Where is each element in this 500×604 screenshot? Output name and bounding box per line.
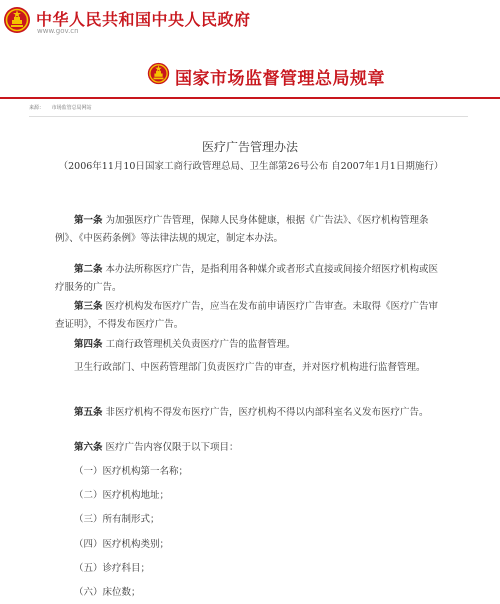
banner-title: 国家市场监督管理总局规章 (175, 69, 385, 89)
article-number: 第三条 (74, 301, 103, 312)
article-paragraph (55, 336, 447, 354)
article-number: 第四条 (74, 339, 103, 350)
document-subtitle: （2006年11月10日国家工商行政管理总局、卫生部第26号公布 自2007年1月1日期施行） (58, 161, 444, 172)
list-item: （一）医疗机构第一名称； (74, 466, 189, 477)
article-text: 工商行政管理机关负责医疗广告的监督管理。 (105, 339, 296, 350)
article-paragraph (55, 359, 447, 377)
source-line (29, 104, 98, 111)
article-paragraph (55, 261, 447, 297)
article-paragraph (55, 404, 447, 422)
article-text: 为加强医疗广告管理，保障人民身体健康，根据《广告法》、《医疗机构管理条例》、《中医药条例》等法律法规的规定，制定本办法。 (55, 215, 429, 244)
list-item: （五）诊疗科目； (74, 563, 151, 574)
list-item: （三）所有制形式； (74, 514, 160, 525)
source-label: 来源： (29, 105, 45, 111)
banner-divider (0, 97, 500, 99)
article-paragraph (55, 298, 447, 334)
list-item: （二）医疗机构地址； (74, 490, 170, 501)
article-text: 医疗广告内容仅限于以下项目： (105, 442, 239, 453)
article-number: 第五条 (74, 407, 103, 418)
document-title: 医疗广告管理办法 (201, 140, 298, 154)
national-emblem-icon[interactable] (3, 6, 31, 34)
article-number: 第二条 (74, 264, 103, 275)
article-paragraph (55, 212, 447, 248)
list-item: （六）床位数； (74, 587, 141, 598)
site-title-link[interactable]: 中华人民共和国中央人民政府 (36, 10, 251, 29)
article-text: 医疗机构发布医疗广告，应当在发布前申请医疗广告审查。未取得《医疗广告审查证明》，不得发布医疗广告。 (55, 301, 439, 330)
regulation-banner (0, 60, 500, 90)
article-text: 本办法所称医疗广告，是指利用各种媒介或者形式直接或间接介绍医疗机构或医疗服务的广告。 (55, 264, 439, 293)
article-text: 卫生行政部门、中医药管理部门负责医疗广告的审查，并对医疗机构进行监督管理。 (74, 362, 426, 373)
article-number: 第六条 (74, 442, 103, 453)
site-url: www.gov.cn (37, 27, 79, 35)
source-value: 市场监管总局网站 (51, 105, 92, 111)
national-emblem-icon (147, 62, 170, 85)
list-item: （四）医疗机构类别； (74, 539, 170, 550)
article-number: 第一条 (74, 215, 103, 226)
article-text: 非医疗机构不得发布医疗广告，医疗机构不得以内部科室名义发布医疗广告。 (105, 407, 429, 418)
content-divider (29, 116, 468, 117)
site-header (0, 0, 500, 42)
article-paragraph (55, 439, 447, 457)
